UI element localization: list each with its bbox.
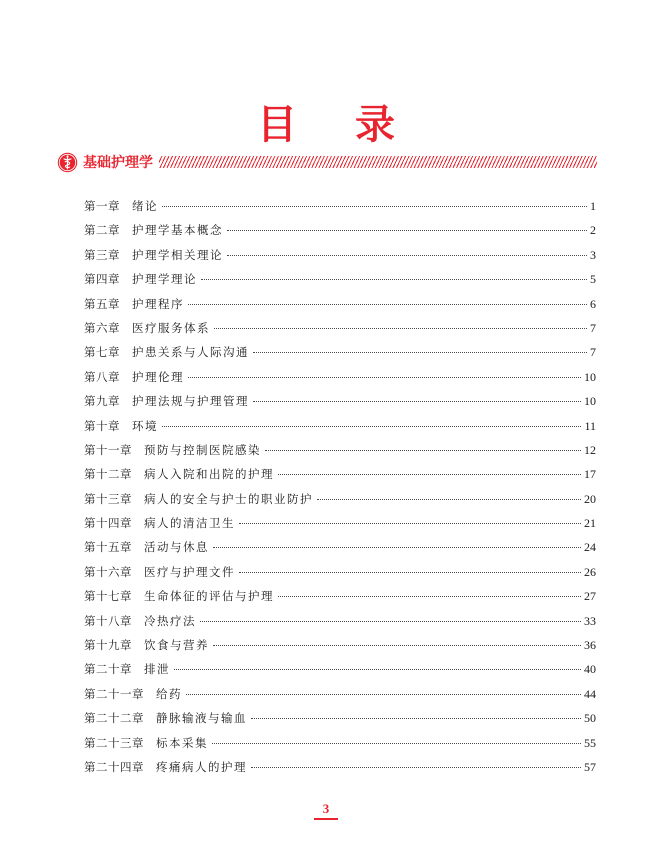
toc-entry[interactable] <box>84 365 596 389</box>
toc-dot-leader <box>200 621 581 622</box>
toc-chapter-title: 护理法规与护理管理 <box>132 394 249 409</box>
toc-chapter-title: 活动与休息 <box>144 540 209 555</box>
toc-entry[interactable] <box>84 609 596 633</box>
toc-dot-leader <box>253 352 587 353</box>
toc-dot-leader <box>162 206 587 207</box>
toc-entry[interactable] <box>84 316 596 340</box>
toc-page-number: 50 <box>584 711 596 726</box>
toc-chapter-title: 静脉输液与输血 <box>156 711 247 726</box>
toc-dot-leader <box>253 401 581 402</box>
toc-entry[interactable] <box>84 340 596 364</box>
toc-page-number: 1 <box>590 199 596 213</box>
toc-page-number: 10 <box>584 369 596 384</box>
toc-entry[interactable] <box>84 535 596 559</box>
toc-dot-leader <box>317 499 581 500</box>
toc-chapter-label: 第二章 <box>84 223 120 238</box>
toc-page-number: 33 <box>584 613 596 628</box>
toc-page-number: 21 <box>584 516 596 531</box>
toc-page-number: 26 <box>584 564 596 579</box>
toc-entry[interactable] <box>84 462 596 486</box>
table-of-contents <box>84 194 596 779</box>
toc-dot-leader <box>212 743 581 744</box>
toc-entry[interactable] <box>84 194 596 218</box>
toc-chapter-label: 第二十一章 <box>84 686 144 701</box>
toc-entry[interactable] <box>84 560 596 584</box>
toc-chapter-title: 饮食与营养 <box>144 638 209 653</box>
toc-chapter-title: 给药 <box>156 686 182 701</box>
toc-chapter-title: 生命体征的评估与护理 <box>144 589 274 604</box>
toc-chapter-label: 第六章 <box>84 320 120 335</box>
toc-page-number: 27 <box>584 589 596 604</box>
toc-chapter-label: 第七章 <box>84 345 120 360</box>
toc-chapter-label: 第十七章 <box>84 589 132 604</box>
toc-entry[interactable] <box>84 682 596 706</box>
toc-chapter-title: 护理学基本概念 <box>132 223 223 238</box>
page-number-container <box>0 798 652 820</box>
toc-entry[interactable] <box>84 657 596 681</box>
toc-dot-leader <box>251 767 581 768</box>
toc-entry[interactable] <box>84 292 596 316</box>
toc-page-number: 2 <box>590 223 596 238</box>
toc-dot-leader <box>239 523 581 524</box>
toc-dot-leader <box>278 474 581 475</box>
toc-dot-leader <box>188 304 587 305</box>
toc-dot-leader <box>162 426 581 427</box>
section-title: 基础护理学 <box>83 155 153 171</box>
toc-chapter-label: 第十六章 <box>84 564 132 579</box>
toc-page-number: 12 <box>584 442 596 457</box>
toc-dot-leader <box>227 255 587 256</box>
toc-chapter-title: 护理伦理 <box>132 369 184 384</box>
toc-chapter-title: 预防与控制医院感染 <box>144 442 261 457</box>
toc-dot-leader <box>251 718 581 719</box>
page-title: 目录 <box>257 101 453 148</box>
toc-page-number: 24 <box>584 540 596 555</box>
toc-page-number: 3 <box>590 247 596 262</box>
toc-chapter-title: 标本采集 <box>156 735 208 750</box>
toc-chapter-title: 疼痛病人的护理 <box>156 759 247 774</box>
toc-chapter-title: 护患关系与人际沟通 <box>132 345 249 360</box>
toc-dot-leader <box>201 279 587 280</box>
toc-dot-leader <box>174 669 581 670</box>
section-divider <box>159 156 597 168</box>
toc-chapter-title: 绪论 <box>132 199 158 213</box>
toc-page-number: 10 <box>584 394 596 409</box>
toc-chapter-label: 第二十四章 <box>84 759 144 774</box>
toc-chapter-label: 第十三章 <box>84 491 132 506</box>
toc-chapter-label: 第十一章 <box>84 442 132 457</box>
toc-chapter-label: 第九章 <box>84 394 120 409</box>
toc-dot-leader <box>239 572 581 573</box>
toc-chapter-label: 第十八章 <box>84 613 132 628</box>
toc-chapter-label: 第五章 <box>84 296 120 311</box>
toc-entry[interactable] <box>84 243 596 267</box>
toc-page-number: 7 <box>590 320 596 335</box>
toc-entry[interactable] <box>84 731 596 755</box>
toc-entry[interactable] <box>84 438 596 462</box>
toc-chapter-title: 病人的清洁卫生 <box>144 516 235 531</box>
toc-page-number: 20 <box>584 491 596 506</box>
toc-entry[interactable] <box>84 633 596 657</box>
toc-chapter-label: 第三章 <box>84 247 120 262</box>
toc-chapter-title: 环境 <box>132 418 158 433</box>
toc-chapter-title: 排泄 <box>144 662 170 677</box>
toc-chapter-title: 病人入院和出院的护理 <box>144 467 274 482</box>
toc-entry[interactable] <box>84 755 596 779</box>
toc-chapter-label: 第四章 <box>84 272 120 287</box>
toc-dot-leader <box>278 596 581 597</box>
toc-chapter-title: 医疗与护理文件 <box>144 564 235 579</box>
toc-chapter-title: 病人的安全与护士的职业防护 <box>144 491 313 506</box>
toc-chapter-title: 冷热疗法 <box>144 613 196 628</box>
section-header <box>57 150 597 174</box>
toc-chapter-label: 第十五章 <box>84 540 132 555</box>
toc-page-number: 6 <box>590 296 596 311</box>
page-number: 3 <box>314 801 339 820</box>
toc-page-number: 7 <box>590 345 596 360</box>
toc-dot-leader <box>213 645 581 646</box>
toc-chapter-label: 第十四章 <box>84 516 132 531</box>
toc-chapter-label: 第十二章 <box>84 467 132 482</box>
toc-chapter-label: 第二十章 <box>84 662 132 677</box>
toc-chapter-label: 第一章 <box>84 199 120 213</box>
toc-page-number: 55 <box>584 735 596 750</box>
toc-entry[interactable] <box>84 487 596 511</box>
toc-chapter-title: 护理程序 <box>132 296 184 311</box>
toc-page-number: 5 <box>590 272 596 287</box>
toc-chapter-label: 第二十二章 <box>84 711 144 726</box>
toc-entry[interactable] <box>84 218 596 242</box>
toc-entry[interactable] <box>84 706 596 730</box>
toc-dot-leader <box>227 230 587 231</box>
toc-page-number: 17 <box>584 467 596 482</box>
toc-chapter-label: 第二十三章 <box>84 735 144 750</box>
toc-chapter-title: 医疗服务体系 <box>132 320 210 335</box>
toc-dot-leader <box>188 377 581 378</box>
toc-page-number: 11 <box>584 418 596 433</box>
toc-chapter-title: 护理学相关理论 <box>132 247 223 262</box>
toc-chapter-label: 第十九章 <box>84 638 132 653</box>
toc-page-number: 57 <box>584 759 596 774</box>
toc-dot-leader <box>186 694 581 695</box>
toc-entry[interactable] <box>84 389 596 413</box>
toc-page-number: 40 <box>584 662 596 677</box>
toc-entry[interactable] <box>84 267 596 291</box>
caduceus-badge-icon <box>57 152 78 173</box>
toc-chapter-label: 第十章 <box>84 418 120 433</box>
toc-chapter-label: 第八章 <box>84 369 120 384</box>
toc-dot-leader <box>213 547 581 548</box>
toc-dot-leader <box>265 450 581 451</box>
toc-dot-leader <box>214 328 587 329</box>
toc-page-number: 36 <box>584 638 596 653</box>
toc-entry[interactable] <box>84 584 596 608</box>
toc-entry[interactable] <box>84 511 596 535</box>
toc-chapter-title: 护理学理论 <box>132 272 197 287</box>
toc-entry[interactable] <box>84 414 596 438</box>
toc-page-number: 44 <box>584 686 596 701</box>
